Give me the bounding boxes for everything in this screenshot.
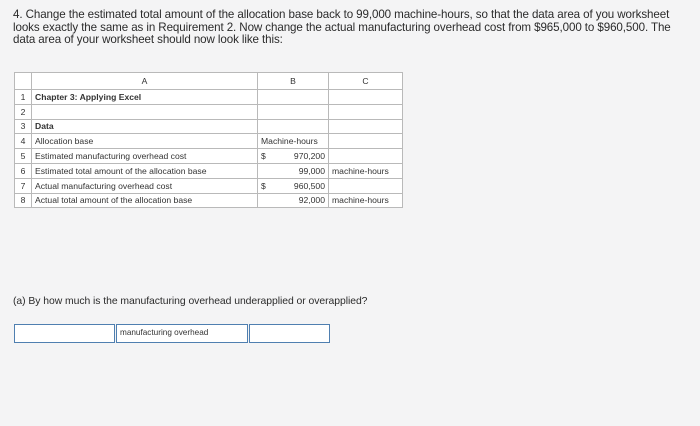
cell-b [258,119,329,134]
table-row [15,134,403,149]
instructions-text: 4. Change the estimated total amount of the allocation base back to 99,000 machine-hours, so that the data area of you worksheet looks exactly the same as in Requirement 2. Now change the actual manufacturing overhead cost from $965,000 to $960,500. The data area of your worksheet should now look like this: [13,8,671,46]
cell-b-value: 92,000 [258,193,329,208]
cell-c [329,178,403,193]
cell-c [329,90,403,105]
cell-b-value: 970,200 [293,151,325,162]
cell-c [329,149,403,164]
amount-input[interactable] [14,324,115,343]
cell-b-value: 99,000 [258,163,329,178]
cell-c [329,119,403,134]
answer-blank-field[interactable] [249,324,330,343]
column-header-row [15,73,403,90]
row-number: 1 [15,90,32,105]
currency-symbol: $ [261,151,266,162]
cell-b [258,149,329,164]
column-header-a: A [32,73,258,90]
row-number: 3 [15,119,32,134]
column-header-c: C [329,73,403,90]
cell-a: Estimated total amount of the allocation base [32,163,258,178]
cell-b [258,104,329,119]
cell-c: machine-hours [329,163,403,178]
cell-c [329,104,403,119]
cell-a: Estimated manufacturing overhead cost [32,149,258,164]
row-number: 5 [15,149,32,164]
table-row [15,163,403,178]
table-row [15,104,403,119]
cell-a: Allocation base [32,134,258,149]
table-row [15,178,403,193]
row-number: 2 [15,104,32,119]
cell-b-value: Machine-hours [258,134,329,149]
cell-b [258,178,329,193]
worksheet-table [14,72,403,208]
overhead-status-select[interactable]: manufacturing overhead [116,324,248,343]
corner-cell [15,73,32,90]
cell-a: Actual total amount of the allocation base [32,193,258,208]
row-number: 6 [15,163,32,178]
currency-symbol: $ [261,180,266,191]
table-row [15,90,403,105]
cell-c [329,134,403,149]
row-number: 7 [15,178,32,193]
cell-a: Data [32,119,258,134]
column-header-b: B [258,73,329,90]
table-row [15,193,403,208]
row-number: 8 [15,193,32,208]
row-number: 4 [15,134,32,149]
question-text: (a) By how much is the manufacturing overhead underapplied or overapplied? [13,296,368,307]
cell-c: machine-hours [329,193,403,208]
cell-b [258,90,329,105]
cell-a: Chapter 3: Applying Excel [32,90,258,105]
cell-b-value: 960,500 [293,180,325,191]
table-row [15,149,403,164]
table-row [15,119,403,134]
cell-a: Actual manufacturing overhead cost [32,178,258,193]
cell-a [32,104,258,119]
answer-row [14,324,330,343]
